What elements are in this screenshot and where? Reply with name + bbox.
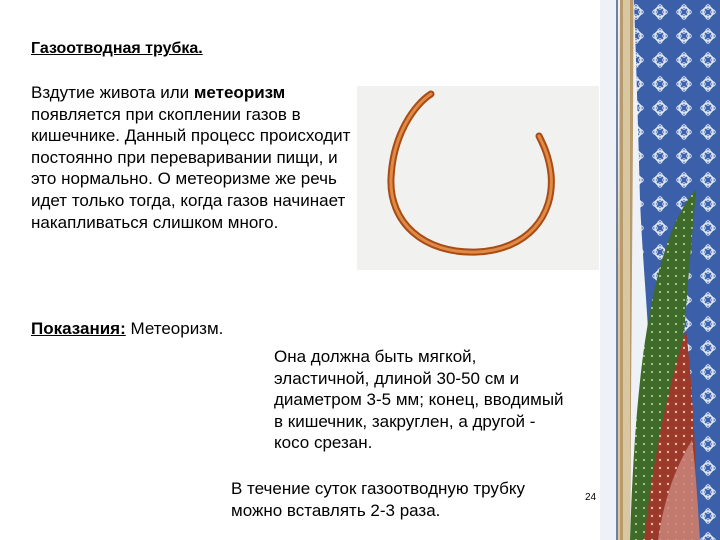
gas-tube-photo [357,86,599,270]
indications-line [31,318,223,340]
decorative-side-panel [600,0,720,540]
tube-description: Она должна быть мягкой, эластичной, длиной 30-50 см и диаметром 3-5 мм; конец, вводимый в кишечник, закруглен, а другой - косо срезан. [274,347,564,453]
body-bold-term: метеоризм [193,83,286,102]
slide-title: Газоотводная трубка. [31,40,203,57]
page-number: 24 [585,492,597,503]
indications-label: Показания: [31,319,126,338]
body-text-rest: появляется при скоплении газов в кишечнике. Данный процесс происходит постоянно при переваривании пищи, и это нормально. О метеоризме же речь идет только тогда, когда газов начинает накапливаться слишком много. [31,104,351,232]
usage-note: В течение суток газоотводную трубку можно вставлять 2-3 раза. [231,479,525,520]
deco-border-line [616,0,618,540]
indications-value: Метеоризм. [125,319,224,338]
body-text-start: Вздутие живота или [31,83,194,102]
body-paragraph [31,82,361,233]
